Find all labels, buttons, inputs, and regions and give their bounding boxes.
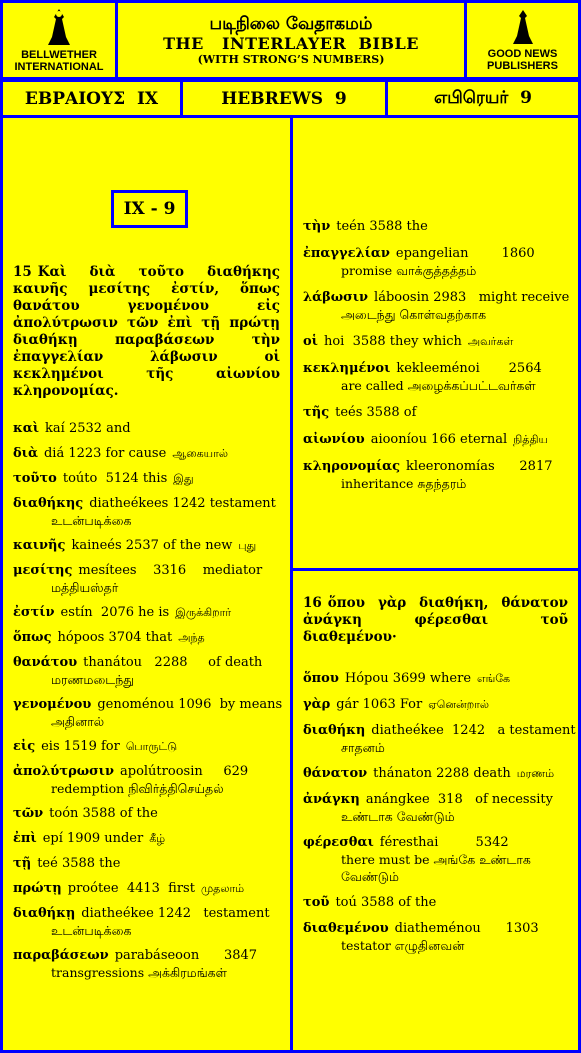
word-entry-line bbox=[13, 445, 280, 462]
greek-word: μεσίτης bbox=[13, 563, 73, 578]
right-bottom-column bbox=[290, 568, 581, 1053]
tamil-gloss: ஆகையால் bbox=[172, 447, 228, 460]
greek-word: καινῆς bbox=[13, 538, 66, 553]
word-entry bbox=[13, 420, 280, 437]
tamil-gloss: முதலாம் bbox=[200, 882, 245, 895]
word-entry bbox=[303, 894, 568, 911]
greek-word: τῆς bbox=[303, 405, 330, 420]
tamil-gloss: எங்கே bbox=[477, 672, 511, 685]
tamil-gloss: அவர்கள் bbox=[467, 335, 514, 348]
transliteration-strong-gloss: kleeronomías 2817 bbox=[406, 459, 553, 474]
tamil-gloss: இது bbox=[173, 472, 194, 485]
greek-word: διὰ bbox=[13, 446, 38, 461]
tamil-gloss: புது bbox=[238, 539, 257, 552]
greek-word: τῇ bbox=[13, 856, 32, 871]
greek-word: ὅπως bbox=[13, 630, 52, 645]
transliteration-strong-gloss: teé 3588 the bbox=[37, 856, 121, 871]
word-entry bbox=[303, 696, 568, 713]
right-top-column bbox=[290, 115, 581, 571]
title-english: THE INTERLAYER BIBLE bbox=[163, 33, 419, 53]
verse-text: Καὶ διὰ τοῦτο διαθήκης καινῆς μεσίτης ἐστίν, ὅπως θανάτου γενομένου εἰς ἀπολύτρωσιν τῶν ἐπὶ τῇ πρώτῃ διαθήκῃ παραβάσεων τὴν ἐπαγγελίαν λάβωσιν οἱ κεκλημένοι τῆς αἰωνίου κληρονομίας. bbox=[13, 264, 280, 399]
word-entry-continuation: அடைந்து கொள்வதற்காக bbox=[341, 307, 487, 322]
greek-word: κεκλημένοι bbox=[303, 361, 391, 376]
word-entry-line bbox=[303, 894, 568, 911]
word-entry-line bbox=[303, 431, 568, 448]
word-entry-line bbox=[13, 763, 280, 780]
logo-right bbox=[464, 0, 581, 80]
transliteration-strong-gloss: mesítees 3316 mediator bbox=[78, 563, 263, 578]
tamil-gloss: மரணம் bbox=[516, 767, 555, 780]
transliteration-strong-gloss: hópoos 3704 that bbox=[57, 630, 173, 645]
word-entry bbox=[13, 855, 280, 872]
word-entry-line bbox=[303, 245, 568, 262]
bar-tamil-label: எபிரெயர் 9 bbox=[434, 87, 532, 108]
transliteration-strong-gloss: láboosin 2983 might receive bbox=[374, 290, 570, 305]
bar-english bbox=[180, 79, 388, 118]
transliteration-strong-gloss: thánaton 2288 death bbox=[373, 766, 511, 781]
greek-word: τοῦτο bbox=[13, 471, 57, 486]
greek-word: ἀνάγκη bbox=[303, 792, 360, 807]
transliteration-strong-gloss: Hópou 3699 where bbox=[344, 671, 472, 686]
word-entry bbox=[13, 763, 280, 797]
word-entry-continuation: மத்தியஸ்தர் bbox=[51, 580, 119, 595]
word-entry-line bbox=[13, 696, 283, 713]
word-entry bbox=[13, 604, 280, 621]
bar-tamil bbox=[385, 79, 581, 118]
word-entry-line bbox=[13, 880, 280, 897]
bellwether-logo-icon bbox=[44, 7, 74, 47]
tamil-gloss: கீழ் bbox=[149, 832, 166, 845]
word-entry-continuation: மரணமடைந்து bbox=[51, 672, 135, 687]
word-entry bbox=[303, 289, 568, 323]
word-entry-line bbox=[303, 360, 568, 377]
greek-word: γενομένου bbox=[13, 697, 92, 712]
word-entry bbox=[13, 738, 280, 755]
word-entry-continuation: are called அழைக்கப்பட்டவர்கள் bbox=[341, 378, 536, 393]
greek-word: οἱ bbox=[303, 334, 318, 349]
transliteration-strong-gloss: diatheékee 1242 testament bbox=[81, 906, 270, 921]
greek-word: τοῦ bbox=[303, 895, 330, 910]
greek-word: ἐστίν bbox=[13, 605, 55, 620]
word-entry-line bbox=[303, 791, 568, 808]
transliteration-strong-gloss: thanátou 2288 of death bbox=[83, 655, 263, 670]
transliteration-strong-gloss: diatheménou 1303 bbox=[394, 921, 539, 936]
word-entry-line bbox=[303, 834, 568, 851]
word-entry bbox=[13, 445, 280, 462]
word-entry bbox=[303, 333, 568, 350]
bar-greek bbox=[0, 79, 183, 118]
transliteration-strong-gloss: anángkee 318 of necessity bbox=[365, 792, 553, 807]
verse-number: 16 bbox=[303, 595, 322, 611]
logo-right-line2: PUBLISHERS bbox=[487, 60, 558, 72]
word-entry bbox=[303, 722, 576, 756]
word-entry bbox=[13, 562, 280, 596]
transliteration-strong-gloss: toón 3588 of the bbox=[49, 806, 158, 821]
greek-word: γὰρ bbox=[303, 697, 331, 712]
logo-left-line1: BELLWETHER bbox=[21, 49, 97, 61]
transliteration-strong-gloss: féresthai 5342 bbox=[379, 835, 509, 850]
greek-word: ἐπαγγελίαν bbox=[303, 246, 390, 261]
word-entry-line bbox=[303, 722, 576, 739]
word-entry-continuation: testator எழுதினவன் bbox=[341, 938, 465, 953]
word-entry-line bbox=[303, 333, 568, 350]
word-entry-line bbox=[13, 905, 280, 922]
word-entry-line bbox=[13, 537, 280, 554]
transliteration-strong-gloss: teén 3588 the bbox=[336, 219, 428, 234]
greek-word: εἰς bbox=[13, 739, 36, 754]
word-entry-line bbox=[303, 289, 568, 306]
word-list-right-top bbox=[303, 218, 568, 492]
word-entry bbox=[303, 245, 568, 279]
word-entry-continuation: transgressions அக்கிரமங்கள் bbox=[51, 965, 227, 980]
word-entry-continuation: சாதனம் bbox=[341, 740, 385, 755]
chapter-label: IX - 9 bbox=[111, 190, 188, 228]
title-block bbox=[115, 0, 467, 80]
word-entry bbox=[13, 947, 280, 981]
transliteration-strong-gloss: parabáseoon 3847 bbox=[114, 948, 258, 963]
word-entry bbox=[303, 404, 568, 421]
transliteration-strong-gloss: aiooníou 166 eternal bbox=[370, 432, 508, 447]
greek-word: κληρονομίας bbox=[303, 459, 401, 474]
greek-word: διαθήκῃ bbox=[13, 906, 76, 921]
greek-word: φέρεσθαι bbox=[303, 835, 374, 850]
greek-word: τῶν bbox=[13, 806, 44, 821]
transliteration-strong-gloss: gár 1063 For bbox=[336, 697, 423, 712]
word-entry bbox=[13, 495, 280, 529]
word-entry bbox=[303, 765, 568, 782]
transliteration-strong-gloss: kaí 2532 and bbox=[45, 421, 131, 436]
word-entry bbox=[13, 805, 280, 822]
word-entry-line bbox=[303, 696, 568, 713]
verse-16 bbox=[303, 595, 568, 646]
word-entry bbox=[13, 830, 280, 847]
word-entry-continuation: promise வாக்குத்தத்தம் bbox=[341, 263, 477, 278]
word-entry-continuation: அதினால் bbox=[51, 714, 105, 729]
word-entry bbox=[303, 360, 568, 394]
transliteration-strong-gloss: apolútroosin 629 bbox=[120, 764, 249, 779]
verse-number: 15 bbox=[13, 264, 32, 280]
transliteration-strong-gloss: eis 1519 for bbox=[41, 739, 120, 754]
word-entry bbox=[13, 696, 283, 730]
word-entry-continuation: உடன்படிக்கை bbox=[51, 923, 132, 938]
word-entry-line bbox=[13, 495, 280, 512]
verse-15 bbox=[13, 264, 280, 400]
verse-text: ὅπου γὰρ διαθήκη, θάνατον ἀνάγκη φέρεσθαι τοῦ διαθεμένου· bbox=[303, 595, 568, 645]
bar-english-label: HEBREWS 9 bbox=[221, 88, 347, 109]
word-list-left bbox=[13, 420, 283, 981]
transliteration-strong-gloss: toúto 5124 this bbox=[62, 471, 168, 486]
word-entry bbox=[303, 791, 568, 825]
word-entry-line bbox=[13, 470, 280, 487]
greek-word: διαθεμένου bbox=[303, 921, 389, 936]
transliteration-strong-gloss: proótee 4413 first bbox=[67, 881, 195, 896]
greek-word: παραβάσεων bbox=[13, 948, 109, 963]
word-entry-line bbox=[303, 670, 568, 687]
word-entry-line bbox=[303, 218, 568, 235]
greek-word: ὅπου bbox=[303, 671, 339, 686]
word-entry bbox=[13, 905, 280, 939]
word-entry-line bbox=[303, 404, 568, 421]
greek-word: καὶ bbox=[13, 421, 40, 436]
word-entry-line bbox=[13, 805, 280, 822]
word-entry-continuation: redemption நிவிர்த்திசெய்தல் bbox=[51, 781, 224, 796]
word-entry bbox=[303, 218, 568, 235]
word-entry bbox=[303, 920, 568, 954]
word-entry bbox=[303, 670, 568, 687]
word-entry-line bbox=[13, 947, 280, 964]
word-entry-continuation: inheritance சுதந்தரம் bbox=[341, 476, 467, 491]
word-entry-line bbox=[303, 458, 568, 475]
greek-word: πρώτῃ bbox=[13, 881, 62, 896]
word-entry bbox=[303, 834, 568, 885]
transliteration-strong-gloss: genoménou 1096 by means bbox=[97, 697, 283, 712]
word-entry bbox=[13, 470, 280, 487]
greek-word: ἐπὶ bbox=[13, 831, 37, 846]
transliteration-strong-gloss: kekleeménoi 2564 bbox=[396, 361, 542, 376]
transliteration-strong-gloss: hoi 3588 they which bbox=[323, 334, 462, 349]
transliteration-strong-gloss: toú 3588 of the bbox=[335, 895, 437, 910]
word-entry-line bbox=[303, 765, 568, 782]
word-entry-line bbox=[13, 629, 280, 646]
word-entry-continuation: உண்டாக வேண்டும் bbox=[341, 809, 455, 824]
tamil-gloss: அந்த bbox=[178, 631, 205, 644]
greek-word: διαθήκης bbox=[13, 496, 84, 511]
transliteration-strong-gloss: epangelian 1860 bbox=[395, 246, 535, 261]
tamil-gloss: இருக்கிறார் bbox=[175, 606, 232, 619]
word-entry-line bbox=[13, 855, 280, 872]
goodnews-logo-icon bbox=[508, 8, 538, 46]
greek-word: θάνατον bbox=[303, 766, 368, 781]
logo-left bbox=[0, 0, 118, 80]
word-entry-line bbox=[13, 562, 280, 579]
transliteration-strong-gloss: teés 3588 of bbox=[335, 405, 417, 420]
word-entry bbox=[13, 880, 280, 897]
word-list-right-bottom bbox=[303, 670, 576, 954]
title-subtitle: (WITH STRONG’S NUMBERS) bbox=[197, 52, 385, 66]
tamil-gloss: பொருட்டு bbox=[125, 740, 178, 753]
transliteration-strong-gloss: epí 1909 under bbox=[42, 831, 144, 846]
logo-left-line2: INTERNATIONAL bbox=[14, 61, 104, 73]
word-entry-line bbox=[13, 654, 280, 671]
word-entry-line bbox=[13, 604, 280, 621]
greek-word: λάβωσιν bbox=[303, 290, 369, 305]
greek-word: θανάτου bbox=[13, 655, 78, 670]
word-entry bbox=[13, 629, 280, 646]
greek-word: ἀπολύτρωσιν bbox=[13, 764, 114, 779]
word-entry bbox=[13, 654, 280, 688]
word-entry bbox=[13, 537, 280, 554]
logo-right-line1: GOOD NEWS bbox=[487, 48, 558, 60]
bar-greek-label: ΕΒΡΑΙΟΥΣ IX bbox=[24, 88, 159, 109]
transliteration-strong-gloss: diatheékees 1242 testament bbox=[89, 496, 276, 511]
word-entry-line bbox=[13, 738, 280, 755]
word-entry-line bbox=[303, 920, 568, 937]
title-tamil: படிநிலை வேதாகமம் bbox=[209, 13, 373, 34]
transliteration-strong-gloss: diá 1223 for cause bbox=[43, 446, 167, 461]
left-column bbox=[0, 115, 293, 1053]
greek-word: διαθήκη bbox=[303, 723, 366, 738]
word-entry-line bbox=[13, 830, 280, 847]
word-entry bbox=[303, 431, 568, 448]
tamil-gloss: ஏனென்றால் bbox=[428, 698, 490, 711]
greek-word: τὴν bbox=[303, 219, 331, 234]
word-entry-continuation: there must be அங்கே உண்டாக வேண்டும் bbox=[341, 852, 531, 884]
greek-word: αἰωνίου bbox=[303, 432, 365, 447]
word-entry bbox=[303, 458, 568, 492]
word-entry-continuation: உடன்படிக்கை bbox=[51, 513, 132, 528]
transliteration-strong-gloss: diatheékee 1242 a testament bbox=[371, 723, 576, 738]
transliteration-strong-gloss: estín 2076 he is bbox=[60, 605, 170, 620]
transliteration-strong-gloss: kaineés 2537 of the new bbox=[71, 538, 233, 553]
word-entry-line bbox=[13, 420, 280, 437]
tamil-gloss: நித்திய bbox=[513, 433, 548, 446]
